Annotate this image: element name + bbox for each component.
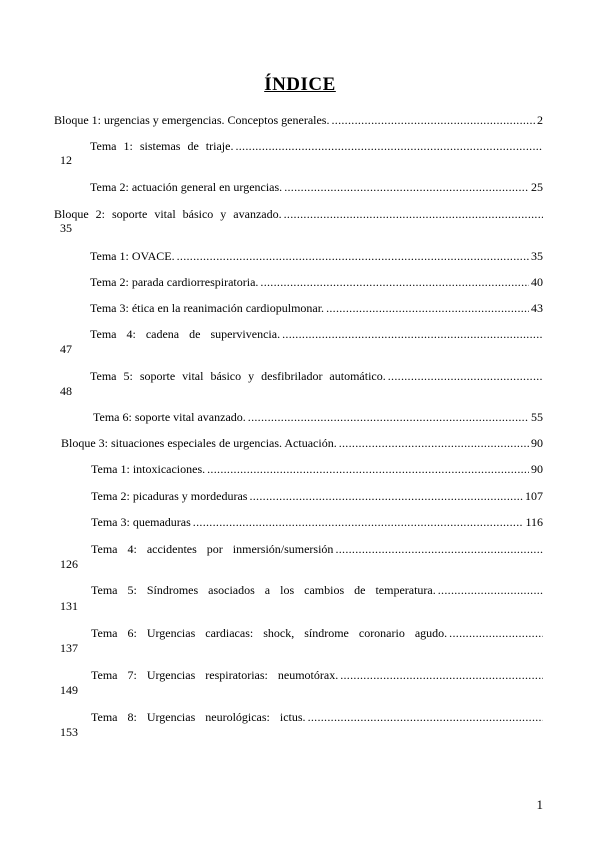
toc-entry-page: 126 [60,557,78,571]
toc-entry [54,207,545,221]
toc-entry-label: Tema 5: Síndromes asociados a los cambios de temperatura. [91,583,436,597]
toc-entry-label: Tema 6: soporte vital avanzado. [93,410,246,424]
toc-entry [91,583,545,597]
toc-entry [61,436,543,450]
toc-entry-label: Tema 2: picaduras y mordeduras [91,489,248,503]
toc-entry-page: 90 [531,462,543,476]
toc-leader-dots [282,327,543,341]
toc-leader-dots [339,436,529,450]
toc-leader-dots [207,462,529,476]
toc-leader-dots [284,207,543,221]
toc-entry-label: Tema 1: OVACE. [90,249,175,263]
toc-entry [90,301,543,315]
toc-entry-page: 55 [531,410,543,424]
toc-entry-page: 48 [60,384,72,398]
toc-leader-dots [331,113,535,127]
toc-entry [91,489,543,503]
toc-entry-page: 116 [525,515,543,529]
toc-entry [91,668,545,682]
toc-entry-page: 153 [60,725,78,739]
toc-entry-page: 35 [60,221,72,235]
toc-entry-page: 40 [531,275,543,289]
toc-leader-dots [193,515,524,529]
toc-entry-label: Bloque 2: soporte vital básico y avanzado. [54,207,282,221]
toc-entry-page: 2 [537,113,543,127]
toc-entry-label: Tema 2: parada cardiorrespiratoria. [90,275,259,289]
toc-leader-dots [388,369,543,383]
toc-entry-label: Tema 5: soporte vital básico y desfibrilador automático. [90,369,386,383]
toc-leader-dots [326,301,529,315]
toc-entry [93,410,543,424]
toc-entry [90,369,545,383]
toc-entry-label: Tema 4: accidentes por inmersión/sumersión [91,542,334,556]
toc-leader-dots [260,275,529,289]
toc-leader-dots [335,542,543,556]
toc-entry-page: 137 [60,641,78,655]
toc-entry-page: 107 [525,489,543,503]
toc-entry [90,180,543,194]
toc-entry [90,327,545,341]
toc-entry-label: Tema 8: Urgencias neurológicas: ictus. [91,710,306,724]
toc-entry [91,710,545,724]
toc-entry-label: Tema 4: cadena de supervivencia. [90,327,281,341]
toc-entry-page: 131 [60,599,78,613]
toc-entry-label: Bloque 3: situaciones especiales de urgencias. Actuación. [61,436,337,450]
toc-entry-page: 25 [531,180,543,194]
toc-entry-label: Tema 1: intoxicaciones. [91,462,206,476]
toc-entry-label: Tema 7: Urgencias respiratorias: neumotórax. [91,668,339,682]
toc-entry-label: Tema 3: ética en la reanimación cardiopulmonar. [90,301,325,315]
toc-entry-label: Tema 3: quemaduras [91,515,191,529]
toc-entry [91,542,545,556]
toc-leader-dots [249,489,523,503]
toc-entry [90,139,545,153]
page-title: ÍNDICE [264,74,336,95]
toc-entry [90,275,543,289]
toc-leader-dots [248,410,529,424]
toc-leader-dots [235,139,543,153]
toc-entry-label: Bloque 1: urgencias y emergencias. Conceptos generales. [54,113,330,127]
toc-entry-label: Tema 2: actuación general en urgencias. [90,180,283,194]
toc-entry [91,626,545,640]
toc-entry-page: 12 [60,153,72,167]
toc-entry [54,113,543,127]
toc-entry-page: 47 [60,342,72,356]
toc-entry-label: Tema 6: Urgencias cardiacas: shock, síndrome coronario agudo. [91,626,448,640]
toc-entry [91,462,543,476]
toc-entry-page: 35 [531,249,543,263]
toc-leader-dots [449,626,543,640]
toc-entry-page: 43 [531,301,543,315]
toc-leader-dots [308,710,543,724]
toc-entry [91,515,543,529]
page-number: 1 [536,797,543,812]
toc-entry-page: 90 [531,436,543,450]
toc-entry [90,249,543,263]
toc-leader-dots [177,249,529,263]
toc-leader-dots [340,668,543,682]
toc-entry-label: Tema 1: sistemas de triaje. [90,139,234,153]
toc-entry-page: 149 [60,683,78,697]
toc-leader-dots [438,583,543,597]
toc-leader-dots [284,180,529,194]
